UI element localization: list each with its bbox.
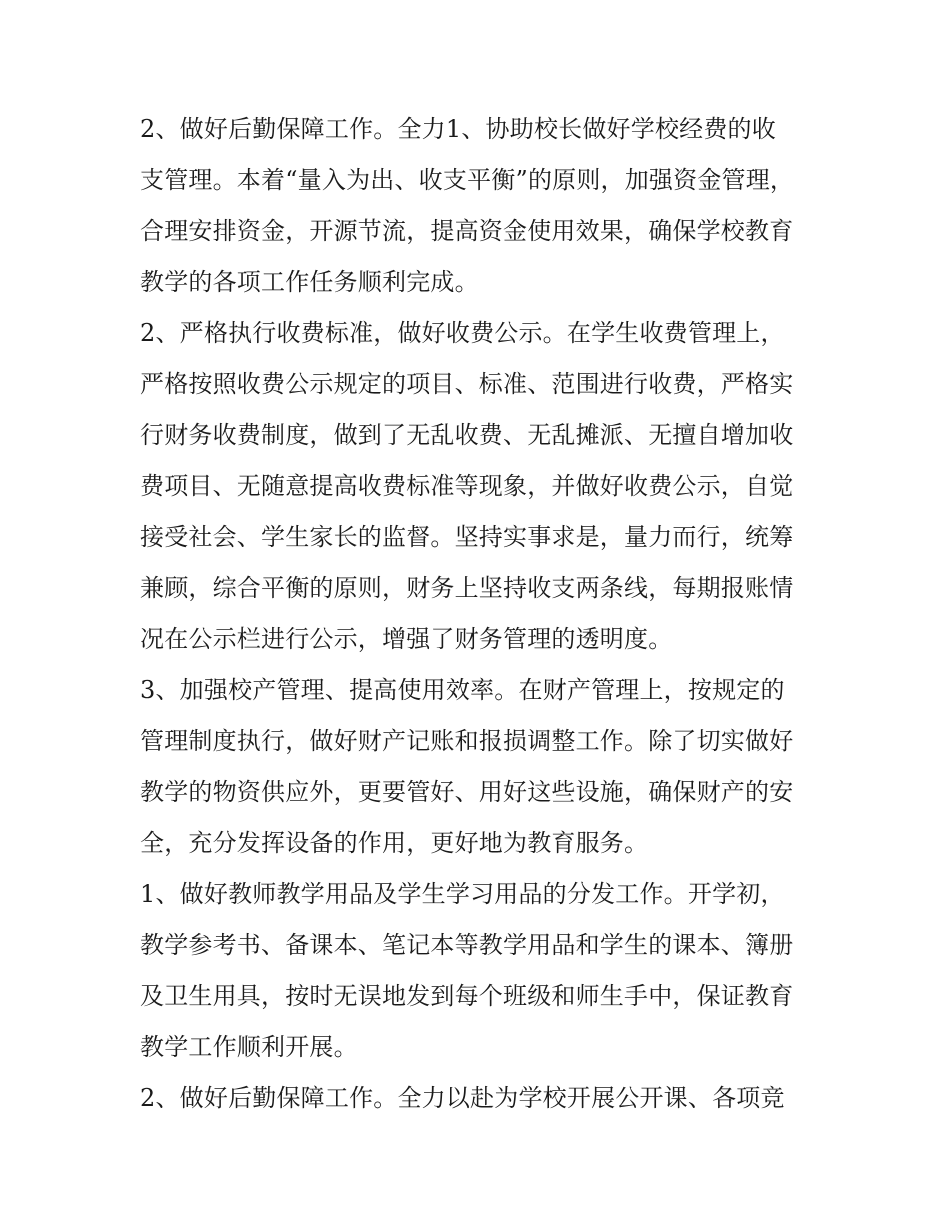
text-line: 支管理。本着“量入为出、收支平衡”的原则，加强资金管理，: [140, 166, 795, 194]
text-line: 教学的物资供应外，更要管好、用好这些设施，确保财产的安: [140, 778, 794, 806]
text-line: 况在公示栏进行公示，增强了财务管理的透明度。: [140, 625, 673, 653]
text-line: 兼顾，综合平衡的原则，财务上坚持收支两条线，每期报账情: [140, 574, 794, 602]
text-line: 费项目、无随意提高收费标准等现象，并做好收费公示，自觉: [140, 472, 794, 500]
text-line: 教学的各项工作任务顺利完成。: [140, 268, 479, 296]
text-line: 行财务收费制度，做到了无乱收费、无乱摊派、无擅自增加收: [140, 421, 794, 449]
document-body: [140, 104, 820, 1124]
text-line: 及卫生用具，按时无误地发到每个班级和师生手中，保证教育: [140, 982, 794, 1010]
text-line: 3、加强校产管理、提高使用效率。在财产管理上，按规定的: [140, 676, 785, 704]
text-line: 全，充分发挥设备的作用，更好地为教育服务。: [140, 829, 649, 857]
text-line: 管理制度执行，做好财产记账和报损调整工作。除了切实做好: [140, 727, 794, 755]
text-line: 严格按照收费公示规定的项目、标准、范围进行收费，严格实: [140, 370, 794, 398]
text-line: 2、严格执行收费标准，做好收费公示。在学生收费管理上，: [140, 319, 785, 347]
text-line: 教学工作顺利开展。: [140, 1033, 358, 1061]
text-line: 教学参考书、备课本、笔记本等教学用品和学生的课本、簿册: [140, 931, 794, 959]
text-line: 2、做好后勤保障工作。全力以赴为学校开展公开课、各项竞: [140, 1084, 785, 1112]
text-line: 接受社会、学生家长的监督。坚持实事求是，量力而行，统筹: [140, 523, 794, 551]
text-line: 1、做好教师教学用品及学生学习用品的分发工作。开学初，: [140, 880, 785, 908]
text-line: 2、做好后勤保障工作。全力1、协助校长做好学校经费的收: [140, 115, 776, 143]
text-line: 合理安排资金，开源节流，提高资金使用效果，确保学校教育: [140, 217, 794, 245]
